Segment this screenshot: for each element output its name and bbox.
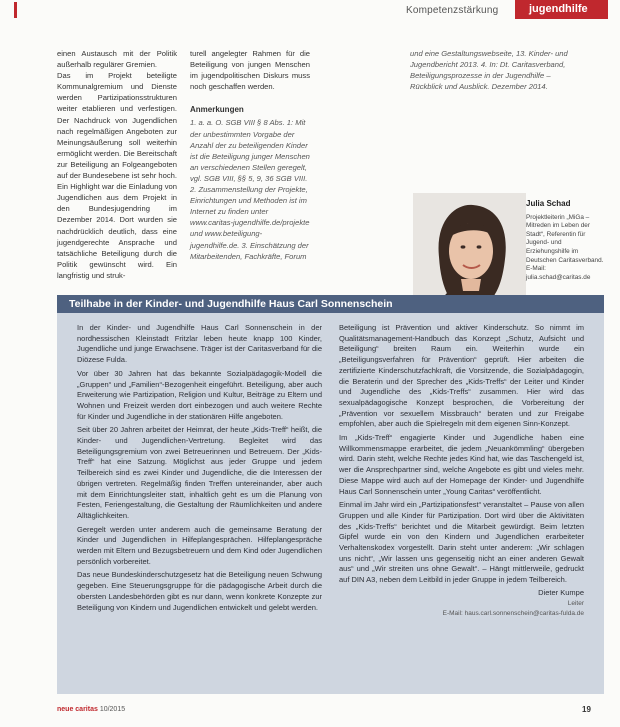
header-category-tag: jugendhilfe <box>515 0 608 19</box>
paragraph: einen Austausch mit der Politik außerhalb regulärer Gremien. <box>57 49 177 70</box>
info-box-column-left <box>77 323 322 613</box>
paragraph: und eine Gestaltungswebseite, 13. Kinder- und Jugendbericht 2013. 4. In: Dt. Caritasverband, Beteiligungsprozesse in der Jugendhilfe – Rückblick und Ausblick. Dezember 2014. <box>410 49 568 92</box>
paragraph: Das im Projekt beteiligte Kommunalgremium und Dienste werden Partizipationsstrukturen weiter etablieren und verfestigen. Der Nachdruck von Jugendlichen nach regelmäßigen Angeboten zur Meinungsäußerung soll weiterhin ermöglicht werden. Die Bereitschaft zur Beteiligung an Folgeangeboten auf der Bundesebene ist sehr hoch. Ein Highlight war die Einladung von Jugendlichen aus dem Projekt in den Bundesjugendring im Dezember 2014. Dort wurden sie nachdrücklich deutlich, dass eine jugendgerechte Ansprache und tatsächliche Beteiligung durch die Politik gewünscht wird. Ein langfristig und struk- <box>57 71 177 280</box>
page-number: 19 <box>582 705 591 714</box>
paragraph: Beteiligung ist Prävention und aktiver Kinderschutz. So nimmt im Qualitätsmanagement-Handbuch das Konzept „Schutz, Aufsicht und Beteiligung“ breiten Raum ein. Weiterhin wurde ein „Beteiligungsverfahren für Prävention“ geprüft. Hier arbeiten die zertifizierte Kinderschutzfachkraft, die Vorsitzende, die Sozialpädagogin, die Beraterin und der Sprecher des „Kids-Treffs“ der Leiter und Kinder und Jugendliche des „Kids-Treffs“ zusammen. Hier wird das sexualpädagogische Konzept besprochen, die Vorbereitung der „Prävention vor sexuellem Missbrauch“ beraten und zur Freigabe empfohlen, aber auch die Spielregeln mit dem eigenen Sinn-Konzept. <box>339 323 584 429</box>
publication-name: neue caritas <box>57 706 98 713</box>
info-box <box>57 295 604 694</box>
notes-continued <box>410 48 580 92</box>
info-box-title: Teilhabe in der Kinder- und Jugendhilfe Haus Carl Sonnenschein <box>57 295 604 313</box>
paragraph: Seit über 20 Jahren arbeitet der Heimrat, der heute „Kids-Treff“ heißt, die Kinder- und Jugendlichen-Vertretung. Begleitet wird das Beteiligungsgremium von zwei Betreuerinnen und Betreuern. Der „Kids-Treff“ hat eine Satzung. Möglichst aus jeder Gruppe und jedem Teilbereich sind es zwei Kinder und Jugendliche, die die Interessen der übrigen vertreten. Regelmäßig finden Treffen untereinander, aber auch mit dem Einrichtungsleiter statt, inhaltlich geht es um die Planung von Festen, Feriengestaltung, die Gestaltung der Räumlichkeiten und andere Alltäglichkeiten. <box>77 425 322 520</box>
paragraph: Das neue Bundeskinderschutzgesetz hat die Beteiligung neuen Schwung gegeben. Eine Steuerungsgruppe für die pädagogische Arbeit durch die obersten Landesbehörden gibt es nur dann, wenn konkrete Konzepte zur Beteiligung von Kindern und Jugendlichen entwickelt und gelebt werden. <box>77 570 322 612</box>
author-name: Julia Schad <box>526 199 571 208</box>
box-author <box>339 588 584 620</box>
paragraph: Einmal im Jahr wird ein „Partizipationsfest“ veranstaltet – Pause von allen Gruppen und alle Kinder für Partizipation. Dort wird über die Aktivitäten des „Kids-Treffs“ berichtet und die Mitarbeit gewürdigt. Beim letzten Gipfel wurde ein von den Kindern und Jugendlichen erarbeiteter Verhaltenskodex vorgestellt. Darin steht unter anderem: „Wir schlagen uns nicht“, „Wir lassen uns gegenseitig nicht an einer anderen Gewalt aus“ und „Wir streiten uns ohne Gewalt“. – Hängt mittlerweile, gedruckt auf DIN A3, neben dem Leitbild in jeder Gruppe in jedem Teilbereich. <box>339 500 584 585</box>
page-header <box>0 0 620 22</box>
publication-issue: 10/2015 <box>99 706 126 713</box>
notes-heading: Anmerkungen <box>190 105 244 115</box>
paragraph: turell angelegter Rahmen für die Beteiligung von jungen Menschen im jugendpolitischen Diskurs muss noch geschaffen werden. <box>190 49 310 92</box>
paragraph: Geregelt werden unter anderem auch die gemeinsame Beratung der Kinder und Jugendlichen in Hilfeplangesprächen. Hilfeplangespräche werden mit Eltern und Bezugsbetreuern und dem Kind oder Jugendlichen persönlich vorbereitet. <box>77 524 322 566</box>
paragraph: Vor über 30 Jahren hat das bekannte Sozialpädagogik-Modell die „Gruppen“ und „Familien“-Bezogenheit eingeführt. Beteiligung, aber auch Erweiterung wie Partizipation, Religion und Kultur, Beiträge zu Eltern und Wohnen und Freizeit werden dort einbezogen und auch weitere Rechte für Kinder und Jugendliche in der stationären Hilfe angeboten. <box>77 368 322 421</box>
notes-text: 1. a. a. O. SGB VIII § 8 Abs. 1: Mit der unbestimmten Vorgabe der Anzahl der zu beteiligenden Kinder ist die Beteiligung junger Menschen an verschiedenen Stellen geregelt, vgl. SGB VIII, §§ 5, 9, 36 SGB VIII. 2. Zusammenstellung der Projekte, Einrichtungen und Methoden ist im Internet zu finden unter www.caritas-jugendhilfe.de/projekte und www.beteiligung-jugendhilfe.de. 3. Einschätzung der Mitarbeitenden, Fachkräfte, Forum <box>190 118 310 261</box>
paragraph: Im „Kids-Treff“ engagierte Kinder und Jugendliche haben eine Willkommensmappe erarbeitet, die jedem „Neuankömmling“ übergeben wird. Darin steht, welche Rechte jedes Kind hat, wie das Taschengeld ist, wer die Ansprechpartner sind, welche Angebote es gibt und vieles mehr. Diese Mappe wird auch auf der Homepage der Kinder- und Jugendhilfe Haus Carl Sonnenschein unter „Young Caritas“ veröffentlicht. <box>339 433 584 496</box>
footer-publication <box>57 706 125 713</box>
author-bio: Projektleiterin „MiGa – Mitreden im Leben der Stadt“, Referentin für Jugend- und Erziehungshilfe im Deutschen Caritasverband. E-Mail: julia.schad@caritas.de <box>526 213 604 281</box>
info-box-column-right <box>339 323 584 620</box>
header-accent-mark <box>14 2 17 18</box>
box-author-email: E-Mail: haus.carl.sonnenschein@caritas-fulda.de <box>442 610 584 618</box>
header-section-title: Kompetenzstärkung <box>406 5 499 16</box>
box-author-role: Leiter <box>567 599 584 607</box>
author-info <box>526 200 606 282</box>
paragraph: In der Kinder- und Jugendhilfe Haus Carl Sonnenschein in der nordhessischen Kleinstadt Fritzlar leben heute knapp 100 Kinder, Jugendliche und junge Erwachsene. Träger ist der Caritasverband für die Diözese Fulda. <box>77 323 322 365</box>
article-column-1 <box>57 48 177 281</box>
article-column-2 <box>190 48 310 262</box>
box-author-name: Dieter Kumpe <box>538 587 584 597</box>
